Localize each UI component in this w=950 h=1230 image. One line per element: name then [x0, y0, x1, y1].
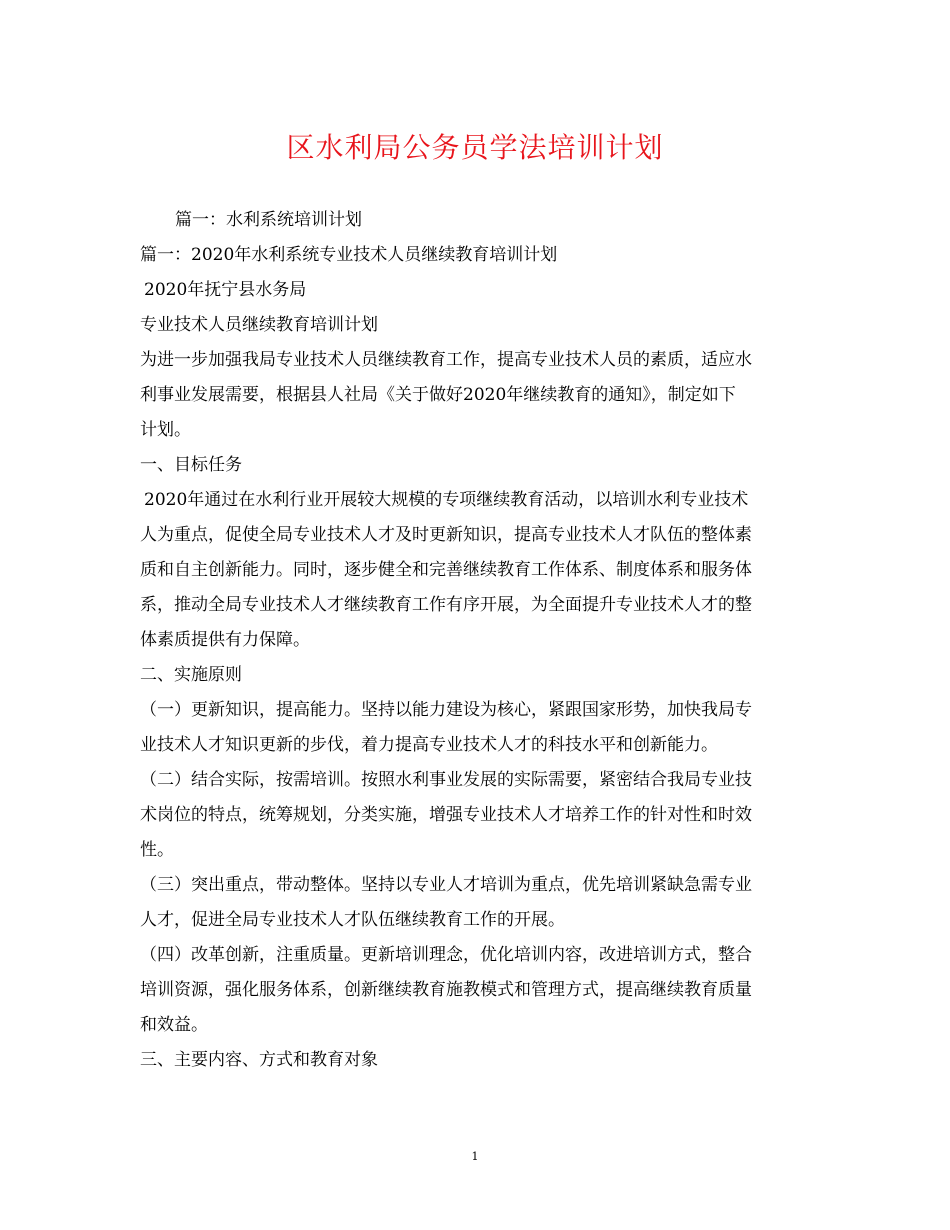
plan-title-line: 专业技术人员继续教育培训计划 — [140, 315, 378, 335]
section-heading-content: 三、主要内容、方式和教育对象 — [140, 1050, 378, 1070]
paragraph-line: 体素质提供有力保障。 — [140, 630, 310, 650]
part-one-subtitle: 篇一：2020年水利系统专业技术人员继续教育培训计划 — [140, 245, 558, 265]
page-number: 1 — [471, 1150, 479, 1163]
document-title: 区水利局公务员学法培训计划 — [286, 131, 664, 164]
paragraph-line: 和效益。 — [140, 1015, 208, 1035]
paragraph-line: 利事业发展需要，根据县人社局《关于做好2020年继续教育的通知》，制定如下 — [140, 385, 736, 405]
section-heading-goals: 一、目标任务 — [140, 455, 242, 475]
paragraph-line: 2020年通过在水利行业开展较大规模的专项继续教育活动，以培训水利专业技术 — [144, 490, 749, 510]
paragraph-line: 业技术人才知识更新的步伐，着力提高专业技术人才的科技水平和创新能力。 — [140, 735, 718, 755]
paragraph-line: 为进一步加强我局专业技术人员继续教育工作，提高专业技术人员的素质，适应水 — [140, 350, 752, 370]
paragraph-line: （一）更新知识，提高能力。坚持以能力建设为核心，紧跟国家形势，加快我局专 — [140, 700, 752, 720]
paragraph-line: 系，推动全局专业技术人才继续教育工作有序开展，为全面提升专业技术人才的整 — [140, 595, 752, 615]
section-heading-principles: 二、实施原则 — [140, 665, 242, 685]
paragraph-line: 培训资源，强化服务体系，创新继续教育施教模式和管理方式，提高继续教育质量 — [140, 980, 752, 1000]
paragraph-line: 人为重点，促使全局专业技术人才及时更新知识，提高专业技术人才队伍的整体素 — [140, 525, 752, 545]
document-body — [140, 203, 812, 1078]
paragraph-line: 人才，促进全局专业技术人才队伍继续教育工作的开展。 — [140, 910, 565, 930]
section-heading-part-one: 篇一：水利系统培训计划 — [175, 210, 362, 230]
paragraph-line: 性。 — [140, 840, 174, 860]
paragraph-line: （四）改革创新，注重质量。更新培训理念，优化培训内容，改进培训方式，整合 — [140, 945, 752, 965]
paragraph-line: 质和自主创新能力。同时，逐步健全和完善继续教育工作体系、制度体系和服务体 — [140, 560, 752, 580]
paragraph-line: （二）结合实际，按需培训。按照水利事业发展的实际需要，紧密结合我局专业技 — [140, 770, 752, 790]
paragraph-line: 术岗位的特点，统筹规划，分类实施，增强专业技术人才培养工作的针对性和时效 — [140, 805, 752, 825]
paragraph-line: （三）突出重点，带动整体。坚持以专业人才培训为重点，优先培训紧缺急需专业 — [140, 875, 752, 895]
issuer-line: 2020年抚宁县水务局 — [144, 280, 307, 300]
paragraph-line: 计划。 — [140, 420, 191, 440]
